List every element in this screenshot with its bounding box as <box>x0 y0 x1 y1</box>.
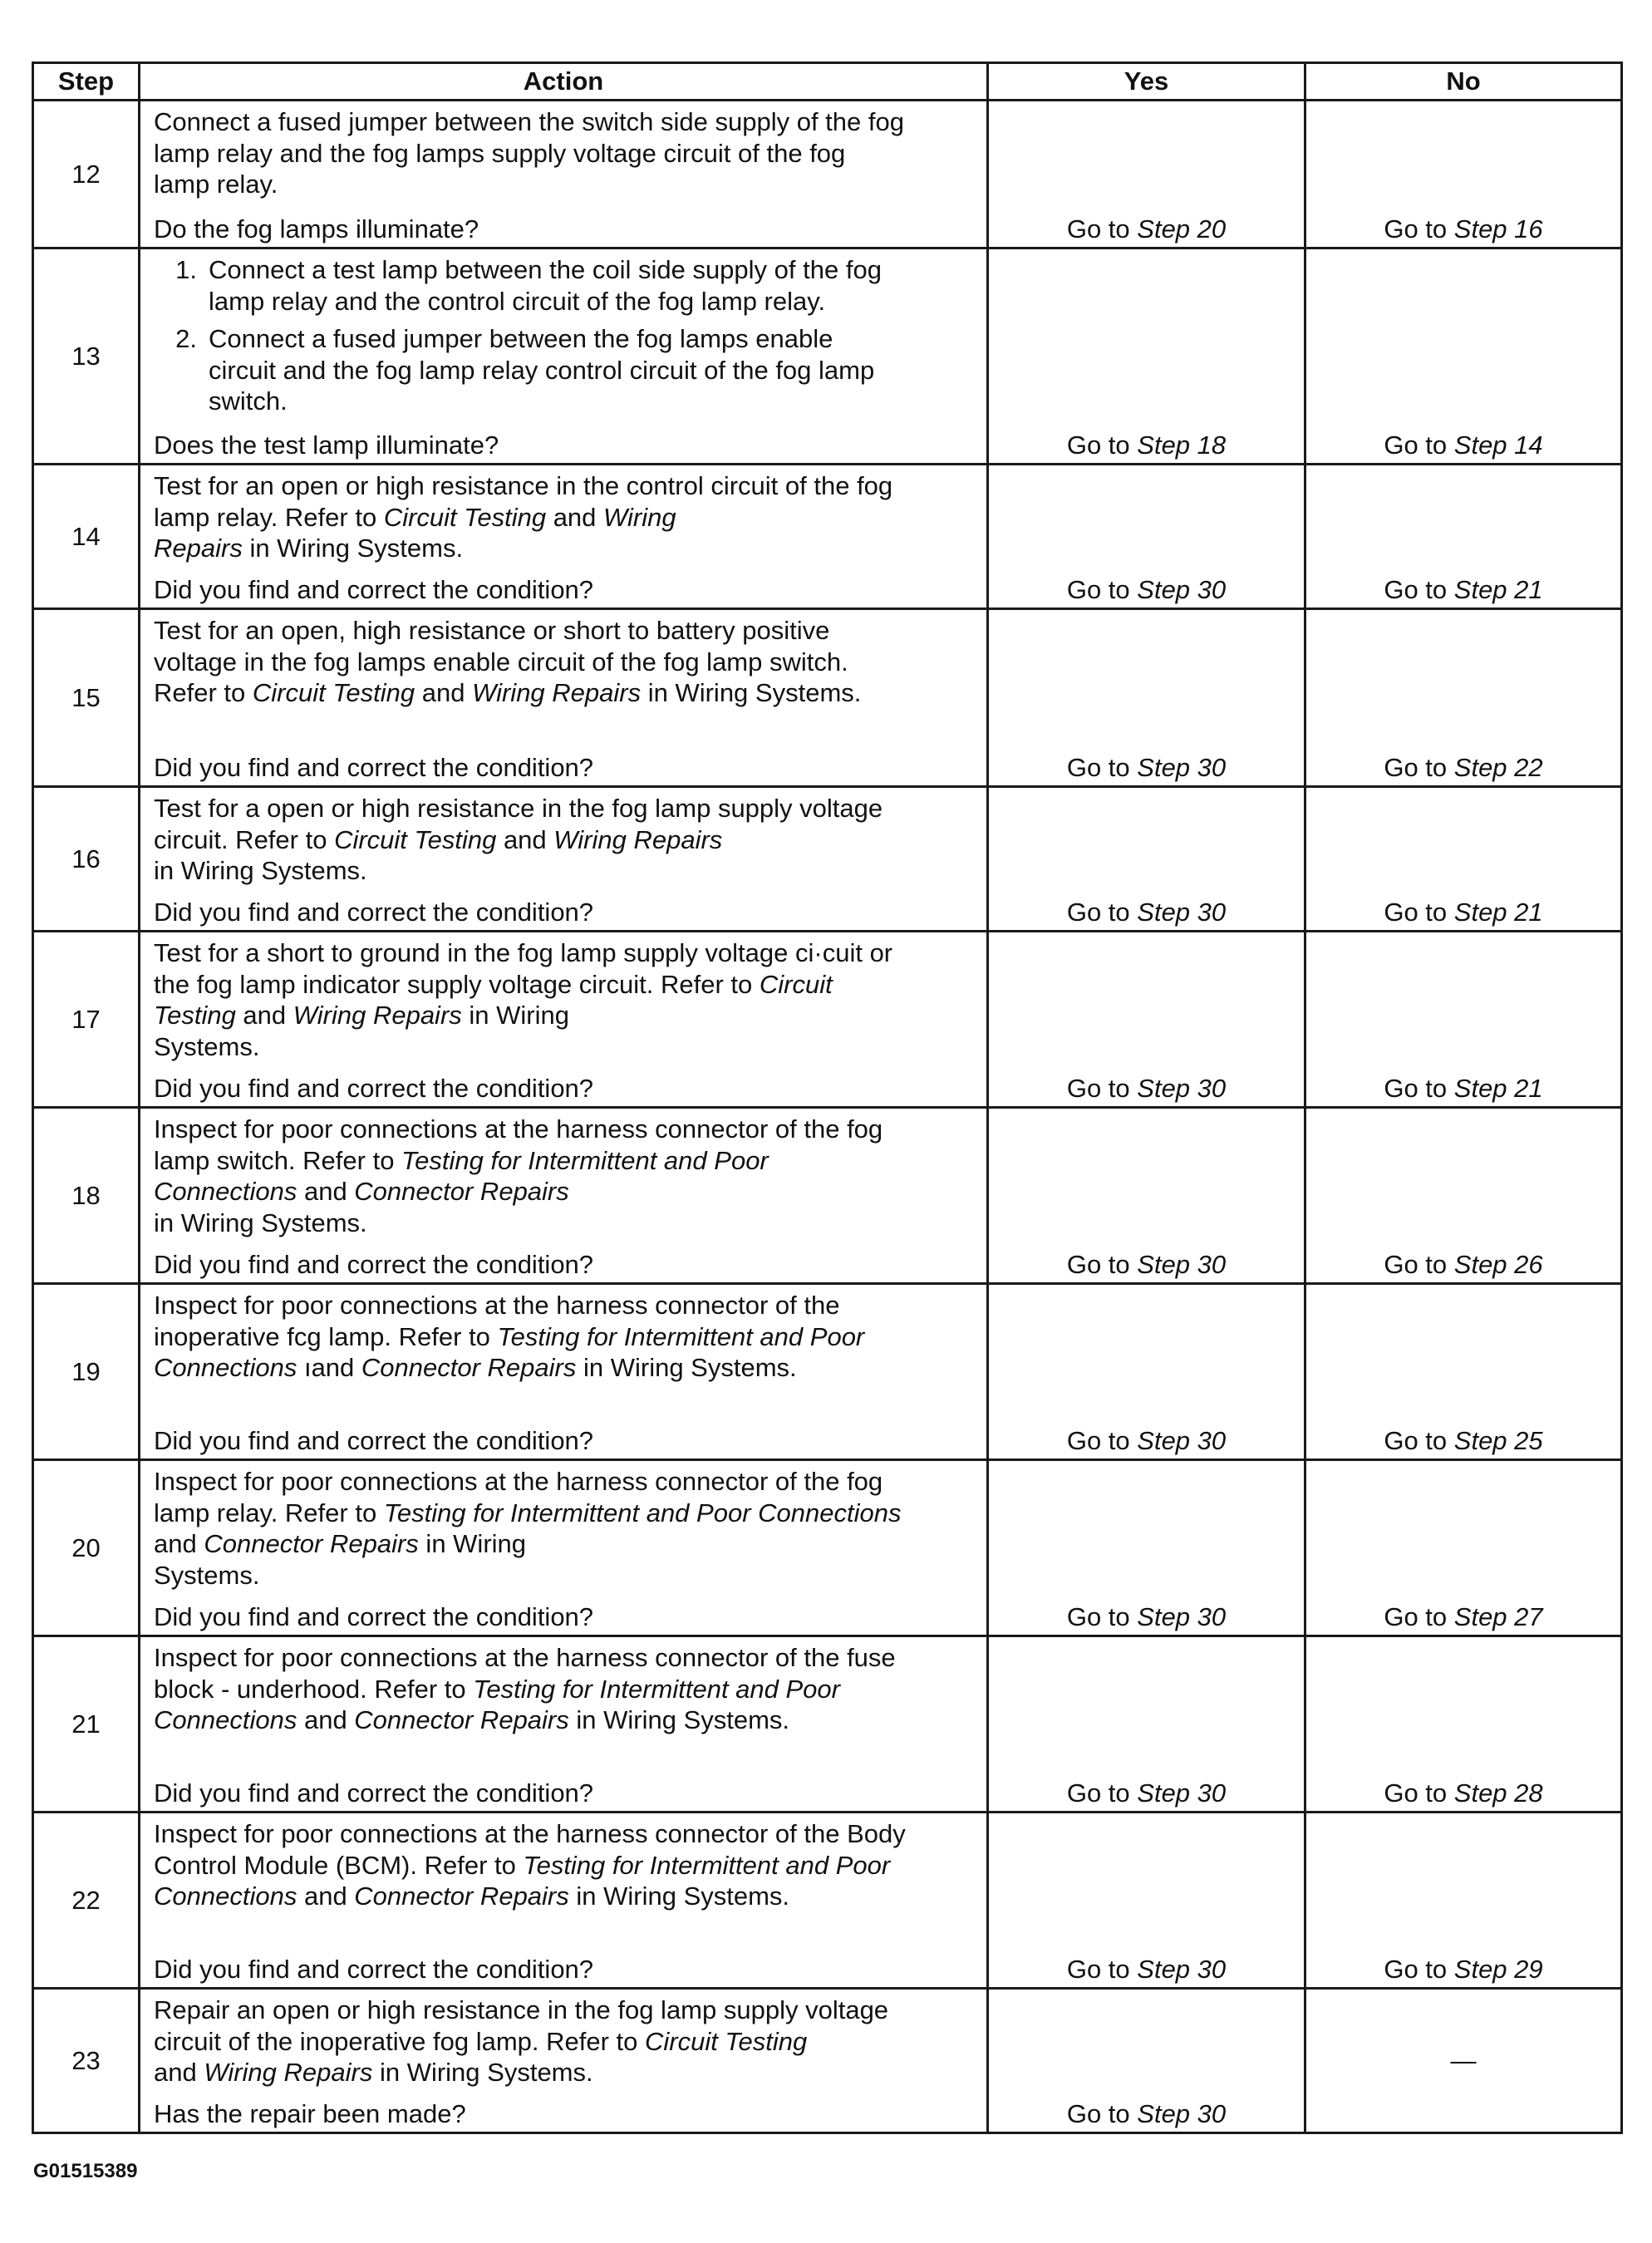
not-applicable-dash: — <box>1450 2046 1477 2075</box>
table-row <box>33 1636 1622 1813</box>
no-cell <box>1305 787 1622 932</box>
action-text-run: in Wiring Systems. <box>568 1881 790 1911</box>
action-text-run: in Wiring <box>461 1001 569 1030</box>
goto-prefix: Go to <box>1384 430 1454 460</box>
table-row <box>33 1989 1622 2133</box>
reference-link-text: Circuit Testing <box>252 678 415 707</box>
goto-step-reference: Step 21 <box>1453 1074 1543 1103</box>
action-text-run: Connect a fused jumper between the fog lamps enable <box>209 324 833 353</box>
action-text-run: the fog lamp indicator supply voltage circuit. Refer to <box>154 969 760 999</box>
goto-prefix: Go to <box>1066 1778 1138 1808</box>
table-row <box>33 248 1622 465</box>
goto-prefix: Go to <box>1066 2099 1138 2128</box>
header-step: Step <box>33 63 140 101</box>
action-question: Did you find and correct the condition? <box>154 1778 594 1808</box>
goto-step-reference: Step 21 <box>1453 898 1543 927</box>
no-cell <box>1305 465 1622 609</box>
goto-prefix: Go to <box>1066 1426 1138 1455</box>
action-text-run: in Wiring Systems. <box>568 1705 790 1734</box>
action-text-run: and <box>235 1001 293 1030</box>
action-question: Does the test lamp illuminate? <box>154 430 499 460</box>
action-text-run: lamp relay and the fog lamps supply voltage circuit of the fog <box>154 138 846 168</box>
table-row <box>33 609 1622 787</box>
action-text-run: in Wiring Systems. <box>576 1353 797 1382</box>
goto-prefix: Go to <box>1384 1955 1454 1984</box>
yes-cell <box>988 1284 1305 1460</box>
no-cell <box>1305 1108 1622 1284</box>
action-text-run: in Wiring Systems. <box>641 678 862 707</box>
goto-prefix: Go to <box>1384 1778 1454 1808</box>
reference-link-text: Testing for Intermittent and Poor Connections <box>383 1498 902 1527</box>
goto-prefix: Go to <box>1066 753 1138 782</box>
goto-prefix: Go to <box>1384 753 1454 782</box>
action-text-run: circuit. Refer to <box>154 824 335 854</box>
action-cell <box>140 1636 988 1813</box>
action-text-run: in Wiring <box>418 1529 527 1558</box>
action-text-run: Test for an open, high resistance or short to battery positive <box>154 616 830 645</box>
goto-step-reference: Step 30 <box>1137 753 1227 782</box>
action-instructions <box>154 1290 975 1384</box>
action-text-run: lamp relay. Refer to <box>154 502 384 532</box>
table-row <box>33 101 1622 248</box>
action-instructions <box>154 1818 975 1912</box>
yes-cell <box>988 248 1305 465</box>
goto-step-reference: Step 30 <box>1137 2099 1227 2128</box>
action-instructions <box>154 470 975 564</box>
action-text-run: Inspect for poor connections at the harness connector of the <box>154 1291 840 1320</box>
action-text-run: Inspect for poor connections at the harness connector of the fog <box>154 1114 883 1144</box>
figure-id: G01515389 <box>33 2160 138 2182</box>
action-instructions <box>154 1466 975 1591</box>
action-text-run: block - underhood. Refer to <box>154 1674 474 1704</box>
table-row <box>33 787 1622 932</box>
reference-link-text: Testing <box>154 1001 236 1030</box>
reference-link-text: Circuit Testing <box>334 824 497 854</box>
reference-link-text: Connector Repairs <box>354 1705 569 1734</box>
goto-prefix: Go to <box>1384 575 1454 604</box>
action-text-run: Connect a fused jumper between the switch side supply of the fog <box>154 107 904 136</box>
goto-step-reference: Step 26 <box>1453 1250 1543 1279</box>
yes-cell <box>988 1108 1305 1284</box>
reference-link-text: Circuit <box>759 969 833 999</box>
reference-link-text: Wiring Repairs <box>204 2058 373 2087</box>
no-cell <box>1305 1636 1622 1813</box>
goto-prefix: Go to <box>1066 214 1138 243</box>
goto-prefix: Go to <box>1066 1602 1138 1631</box>
list-item-number: 1. <box>175 255 197 284</box>
reference-link-text: Testing for Intermittent and Poor <box>523 1850 891 1880</box>
action-text-run: and <box>154 1529 204 1558</box>
goto-step-reference: Step 29 <box>1453 1955 1543 1984</box>
action-question: Has the repair been made? <box>154 2098 466 2128</box>
step-number: 15 <box>33 609 140 787</box>
goto-prefix: Go to <box>1066 1250 1138 1279</box>
reference-link-text: Testing for Intermittent and Poor <box>497 1321 865 1351</box>
goto-prefix: Go to <box>1066 898 1138 927</box>
action-text-run: Systems. <box>154 1031 260 1061</box>
action-cell <box>140 1813 988 1989</box>
action-text-run: and <box>415 678 473 707</box>
table-header-row <box>33 63 1622 101</box>
reference-link-text: Wiring <box>603 502 676 532</box>
yes-cell <box>988 1460 1305 1636</box>
goto-step-reference: Step 30 <box>1137 1426 1227 1455</box>
action-cell <box>140 609 988 787</box>
action-text-run: lamp relay. <box>154 170 278 199</box>
goto-step-reference: Step 14 <box>1453 430 1543 460</box>
action-steps-list <box>154 254 975 417</box>
goto-prefix: Go to <box>1384 898 1454 927</box>
action-text-run: Test for a open or high resistance in the fog lamp supply voltage <box>154 794 883 823</box>
step-number: 12 <box>33 101 140 248</box>
yes-cell <box>988 932 1305 1108</box>
goto-step-reference: Step 28 <box>1453 1778 1543 1808</box>
action-text-run: inoperative fcg lamp. Refer to <box>154 1321 498 1351</box>
no-cell <box>1305 609 1622 787</box>
no-cell <box>1305 1460 1622 1636</box>
goto-step-reference: Step 18 <box>1137 430 1227 460</box>
step-number: 22 <box>33 1813 140 1989</box>
reference-link-text: Connector Repairs <box>361 1353 577 1382</box>
action-text-run: Test for a short to ground in the fog lamp supply voltage ci·cuit or <box>154 938 893 967</box>
no-cell <box>1305 1284 1622 1460</box>
list-item-text <box>209 254 975 317</box>
list-item-text <box>209 323 975 417</box>
action-question: Did you find and correct the condition? <box>154 574 594 604</box>
action-text-run: and <box>154 2058 204 2087</box>
action-instructions <box>154 937 975 1062</box>
reference-link-text: Connections <box>154 1177 297 1206</box>
no-cell <box>1305 248 1622 465</box>
action-text-run: and <box>297 1881 355 1911</box>
action-instructions <box>154 1642 975 1736</box>
goto-step-reference: Step 30 <box>1137 1778 1227 1808</box>
no-cell <box>1305 1813 1622 1989</box>
goto-step-reference: Step 30 <box>1137 1074 1227 1103</box>
reference-link-text: Wiring Repairs <box>472 678 642 707</box>
no-cell <box>1305 932 1622 1108</box>
list-item-number: 2. <box>175 324 197 353</box>
action-cell <box>140 1989 988 2133</box>
action-cell <box>140 1108 988 1284</box>
action-text-run: Control Module (BCM). Refer to <box>154 1850 524 1880</box>
goto-prefix: Go to <box>1384 214 1454 243</box>
action-text-run: Connect a test lamp between the coil side supply of the fog <box>209 255 882 284</box>
yes-cell <box>988 609 1305 787</box>
goto-prefix: Go to <box>1066 575 1138 604</box>
yes-cell <box>988 101 1305 248</box>
action-text-run: lamp relay and the control circuit of the fog lamp relay. <box>209 286 826 316</box>
step-number: 19 <box>33 1284 140 1460</box>
goto-prefix: Go to <box>1066 430 1138 460</box>
action-question: Did you find and correct the condition? <box>154 1425 594 1455</box>
goto-step-reference: Step 30 <box>1137 898 1227 927</box>
action-text-run: and <box>297 1177 355 1206</box>
reference-link-text: Connector Repairs <box>354 1177 569 1206</box>
action-text-run: switch. <box>209 386 288 416</box>
goto-prefix: Go to <box>1384 1250 1454 1279</box>
reference-link-text: Connections <box>154 1705 297 1734</box>
goto-step-reference: Step 30 <box>1137 1250 1227 1279</box>
step-number: 21 <box>33 1636 140 1813</box>
goto-prefix: Go to <box>1384 1426 1454 1455</box>
action-instructions <box>154 1114 975 1238</box>
reference-link-text: Testing for Intermittent and Poor <box>473 1674 840 1704</box>
action-cell <box>140 248 988 465</box>
action-cell <box>140 932 988 1108</box>
goto-step-reference: Step 21 <box>1453 575 1543 604</box>
yes-cell <box>988 465 1305 609</box>
reference-link-text: Wiring Repairs <box>553 824 723 854</box>
action-text-run: in Wiring Systems. <box>242 534 464 563</box>
reference-link-text: Testing for Intermittent and Poor <box>401 1145 769 1175</box>
action-text-run: Repair an open or high resistance in the fog lamp supply voltage <box>154 1995 889 2024</box>
action-text-run: in Wiring Systems. <box>154 856 367 885</box>
header-no: No <box>1305 63 1622 101</box>
action-text-run: Refer to <box>154 678 253 707</box>
action-text-run: and <box>297 1705 355 1734</box>
action-instructions <box>154 1995 975 2088</box>
goto-step-reference: Step 27 <box>1453 1602 1543 1631</box>
table-row <box>33 465 1622 609</box>
action-cell <box>140 1284 988 1460</box>
goto-step-reference: Step 22 <box>1453 753 1543 782</box>
step-number: 18 <box>33 1108 140 1284</box>
step-number: 17 <box>33 932 140 1108</box>
action-text-run: and <box>546 502 604 532</box>
header-action: Action <box>140 63 988 101</box>
reference-link-text: Connector Repairs <box>354 1881 569 1911</box>
action-question: Did you find and correct the condition? <box>154 1601 594 1631</box>
action-question: Did you find and correct the condition? <box>154 752 594 782</box>
table-row <box>33 1284 1622 1460</box>
action-instructions <box>154 793 975 887</box>
action-question: Do the fog lamps illuminate? <box>154 214 479 243</box>
no-cell <box>1305 101 1622 248</box>
action-text-run: ıand <box>297 1353 361 1382</box>
step-number: 16 <box>33 787 140 932</box>
action-text-run: voltage in the fog lamps enable circuit of the fog lamp switch. <box>154 647 848 676</box>
yes-cell <box>988 1989 1305 2133</box>
step-number: 23 <box>33 1989 140 2133</box>
table-row <box>33 1108 1622 1284</box>
action-cell <box>140 1460 988 1636</box>
diagnostic-table <box>32 61 1623 2134</box>
no-cell <box>1305 1989 1622 2133</box>
yes-cell <box>988 1813 1305 1989</box>
action-cell <box>140 787 988 932</box>
goto-prefix: Go to <box>1066 1955 1138 1984</box>
reference-link-text: Circuit Testing <box>645 2026 808 2056</box>
action-question: Did you find and correct the condition? <box>154 1954 594 1984</box>
action-text-run: circuit and the fog lamp relay control circuit of the fog lamp <box>209 355 875 385</box>
action-text-run: lamp relay. Refer to <box>154 1498 384 1527</box>
reference-link-text: Wiring Repairs <box>293 1001 462 1030</box>
table-row <box>33 1813 1622 1989</box>
reference-link-text: Connector Repairs <box>204 1529 419 1558</box>
goto-step-reference: Step 30 <box>1137 1602 1227 1631</box>
action-text-run: Inspect for poor connections at the harness connector of the fog <box>154 1467 883 1496</box>
action-question: Did you find and correct the condition? <box>154 897 594 927</box>
action-text-run: Inspect for poor connections at the harness connector of the Body <box>154 1819 906 1848</box>
action-text-run: Test for an open or high resistance in the control circuit of the fog <box>154 471 893 500</box>
goto-step-reference: Step 30 <box>1137 1955 1227 1984</box>
table-row <box>33 1460 1622 1636</box>
step-number: 14 <box>33 465 140 609</box>
goto-prefix: Go to <box>1384 1602 1454 1631</box>
action-text-run: circuit of the inoperative fog lamp. Refer to <box>154 2026 646 2056</box>
action-text-run: lamp switch. Refer to <box>154 1145 402 1175</box>
action-question: Did you find and correct the condition? <box>154 1249 594 1279</box>
goto-step-reference: Step 25 <box>1453 1426 1543 1455</box>
reference-link-text: Circuit Testing <box>383 502 547 532</box>
action-list-item <box>154 323 975 417</box>
yes-cell <box>988 1636 1305 1813</box>
reference-link-text: Connections <box>154 1353 297 1382</box>
goto-step-reference: Step 30 <box>1137 575 1227 604</box>
goto-prefix: Go to <box>1384 1074 1454 1103</box>
action-cell <box>140 465 988 609</box>
goto-prefix: Go to <box>1066 1074 1138 1103</box>
reference-link-text: Connections <box>154 1881 297 1911</box>
table-row <box>33 932 1622 1108</box>
reference-link-text: Repairs <box>154 534 243 563</box>
goto-step-reference: Step 16 <box>1453 214 1543 243</box>
action-instructions <box>154 106 975 200</box>
action-text-run: Inspect for poor connections at the harness connector of the fuse <box>154 1643 896 1672</box>
step-number: 20 <box>33 1460 140 1636</box>
step-number: 13 <box>33 248 140 465</box>
header-yes: Yes <box>988 63 1305 101</box>
goto-step-reference: Step 20 <box>1137 214 1227 243</box>
action-instructions <box>154 615 975 709</box>
action-text-run: in Wiring Systems. <box>154 1208 367 1237</box>
action-text-run: Systems. <box>154 1560 260 1590</box>
action-question: Did you find and correct the condition? <box>154 1073 594 1103</box>
yes-cell <box>988 787 1305 932</box>
action-list-item <box>154 254 975 317</box>
action-text-run: and <box>496 824 554 854</box>
table-body <box>33 101 1622 2133</box>
action-cell <box>140 101 988 248</box>
action-text-run: in Wiring Systems. <box>372 2058 593 2087</box>
